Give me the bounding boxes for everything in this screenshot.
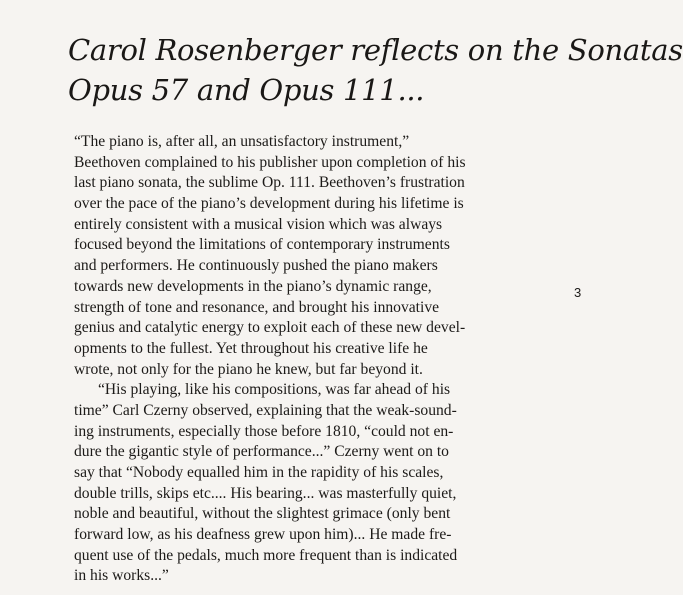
body-line: forward low, as his deafness grew upon him)... He made fre- [74, 526, 452, 544]
body-line: and performers. He continuously pushed the piano makers [74, 257, 438, 275]
body-line: strength of tone and resonance, and brought his innovative [74, 298, 440, 316]
body-line: opments to the fullest. Yet throughout his creative life he [74, 339, 428, 357]
body-line: noble and beautiful, without the slightest grimace (only bent [74, 505, 451, 523]
body-line: dure the gigantic style of performance...” Czerny went on to [74, 443, 449, 461]
body-line: time” Carl Czerny observed, explaining that the weak-sound- [74, 401, 457, 419]
body-line: over the pace of the piano’s development during his lifetime is [74, 195, 464, 213]
page-title [68, 30, 683, 110]
body-line: entirely consistent with a musical vision which was always [74, 215, 443, 233]
body-line: focused beyond the limitations of contemporary instruments [74, 236, 450, 254]
body-line: “The piano is, after all, an unsatisfactory instrument,” [74, 133, 410, 150]
body-line: last piano sonata, the sublime Op. 111. Beethoven’s frustration [74, 174, 465, 192]
body-line: towards new developments in the piano’s dynamic range, [74, 277, 432, 295]
page-number: 3 [574, 285, 582, 300]
body-line: in his works...” [74, 567, 169, 585]
body-line: quent use of the pedals, much more frequent than is indicated [74, 546, 458, 564]
body-line: genius and catalytic energy to exploit each of these new devel- [74, 319, 466, 337]
body-line: “His playing, like his compositions, was far ahead of his [98, 381, 451, 399]
body-line: Beethoven complained to his publisher upon completion of his [74, 153, 466, 171]
body-text [74, 132, 544, 587]
title-line-1: Carol Rosenberger reflects on the Sonatas [68, 33, 683, 67]
body-line: say that “Nobody equalled him in the rapidity of his scales, [74, 464, 444, 481]
body-line: wrote, not only for the piano he knew, but far beyond it. [74, 360, 423, 378]
body-line: double trills, skips etc.... His bearing... was masterfully quiet, [74, 484, 457, 502]
body-line: ing instruments, especially those before 1810, “could not en- [74, 422, 454, 440]
title-line-2: Opus 57 and Opus 111... [68, 73, 425, 107]
